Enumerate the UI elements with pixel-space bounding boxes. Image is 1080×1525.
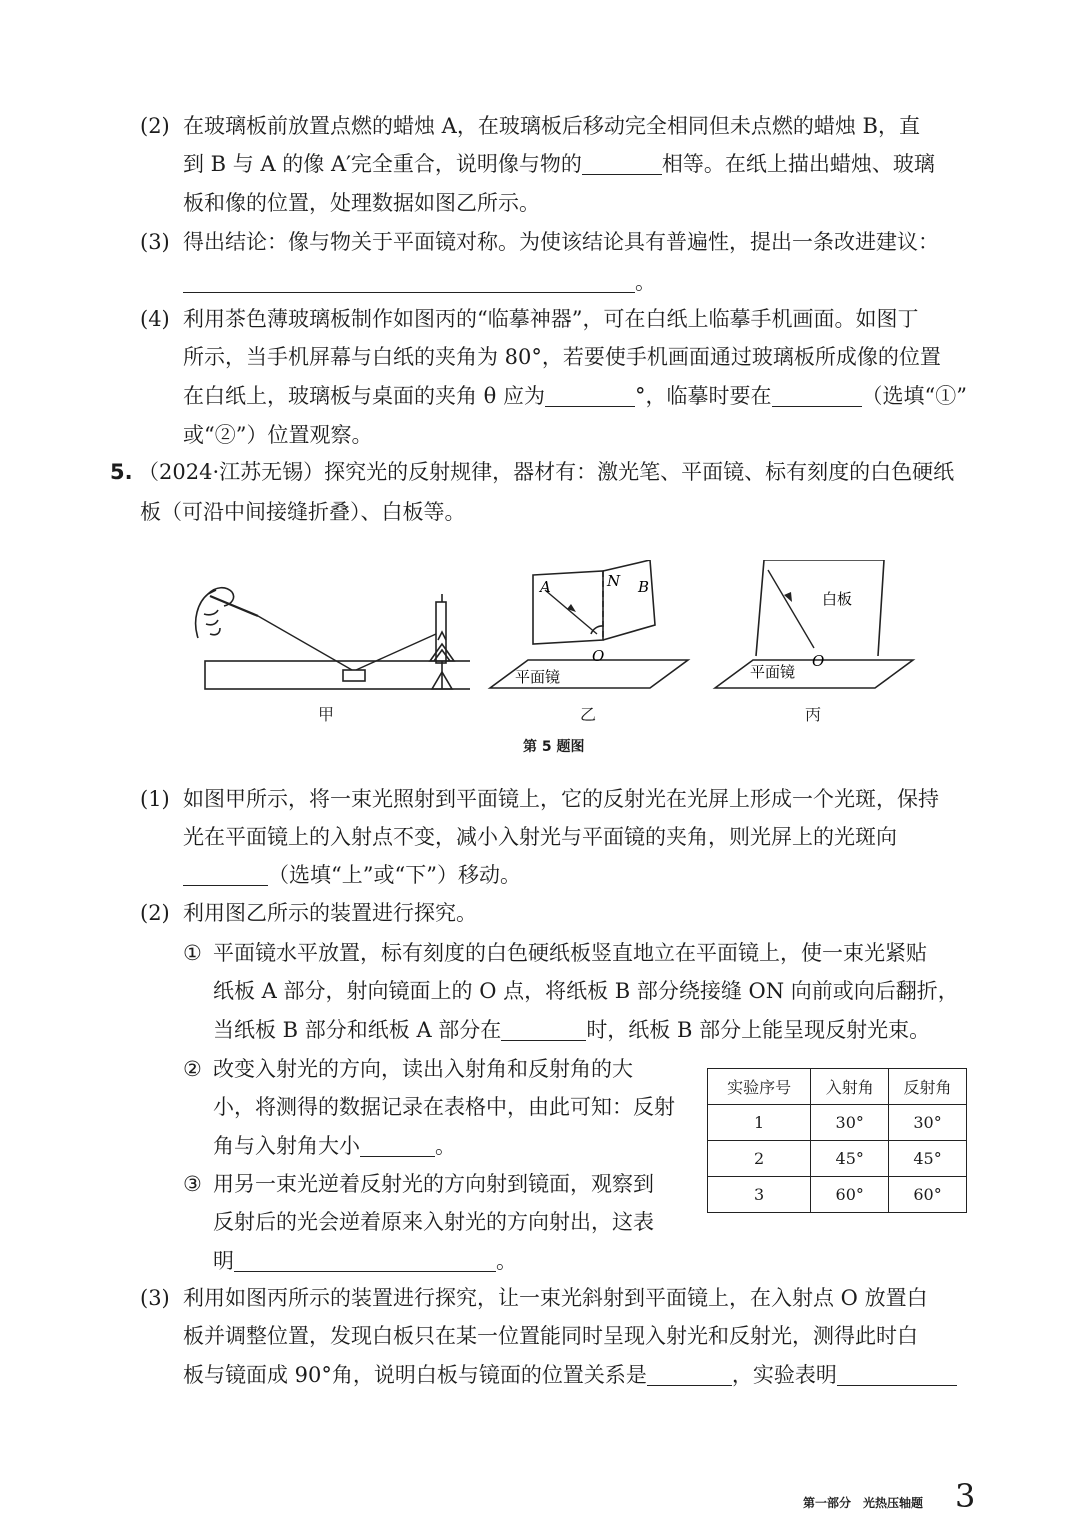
q4-part2-number: (2) bbox=[140, 114, 170, 138]
q5-part3-number: (3) bbox=[140, 1286, 170, 1310]
answer-blank-position[interactable] bbox=[772, 376, 862, 407]
q5-part1-line2: 光在平面镜上的入射点不变，减小入射光与平面镜的夹角，则光屏上的光斑向 bbox=[183, 825, 897, 849]
answer-blank-reversibility[interactable] bbox=[234, 1241, 496, 1272]
q4-part4-number: (4) bbox=[140, 307, 170, 331]
q4-part2-line1: 在玻璃板前放置点燃的蜡烛 A，在玻璃板后移动完全相同但未点燃的蜡烛 B，直 bbox=[183, 114, 920, 138]
answer-blank-spot-direction[interactable] bbox=[183, 855, 268, 886]
data-table bbox=[707, 1068, 967, 1213]
q5-part3-line3: 板与镜面成 90°角，说明白板与镜面的位置关系是 ，实验表明 bbox=[183, 1353, 957, 1398]
answer-blank-perpendicular[interactable] bbox=[647, 1355, 732, 1386]
white-board bbox=[756, 560, 884, 656]
label-o: O bbox=[592, 647, 605, 665]
answer-blank-conclusion[interactable] bbox=[837, 1355, 957, 1386]
incident-ray bbox=[258, 616, 352, 670]
table-header-row bbox=[708, 1069, 967, 1105]
ray-arrow bbox=[567, 604, 576, 612]
q5-stem-line1: （2024·江苏无锡）探究光的反射规律，器材有：激光笔、平面镜、标有刻度的白色硬纸 bbox=[138, 460, 955, 484]
q4-part4-line4: 或“②”）位置观察。 bbox=[183, 423, 373, 447]
figure-jia-label: 甲 bbox=[318, 705, 335, 724]
q5-part2-line1: 利用图乙所示的装置进行探究。 bbox=[183, 901, 477, 925]
q5-part2-number: (2) bbox=[140, 901, 170, 925]
table-row: 2 45° 45° bbox=[708, 1141, 967, 1177]
q5-part3-line1: 利用如图丙所示的装置进行探究，让一束光斜射到平面镜上，在入射点 O 放置白 bbox=[183, 1286, 928, 1310]
page-number: 3 bbox=[955, 1477, 976, 1515]
q4-part3-line2: 。 bbox=[183, 260, 656, 305]
answer-blank-angle-relation[interactable] bbox=[360, 1126, 435, 1157]
table-row: 3 60° 60° bbox=[708, 1177, 967, 1213]
figure-caption: 第 5 题图 bbox=[523, 739, 585, 755]
label-o: O bbox=[812, 652, 825, 670]
q4-part4-line1: 利用茶色薄玻璃板制作如图丙的“临摹神器”，可在白纸上临摹手机画面。如图丁 bbox=[183, 307, 919, 331]
footer-section: 第一部分 光热压轴题 bbox=[803, 1496, 924, 1510]
table-header: 实验序号 bbox=[708, 1069, 811, 1105]
reflected-ray bbox=[356, 634, 436, 670]
base-board bbox=[205, 661, 470, 689]
q5-stem-line2: 板（可沿中间接缝折叠）、白板等。 bbox=[140, 500, 466, 524]
label-whiteboard: 白板 bbox=[822, 590, 853, 608]
label-a: A bbox=[540, 578, 551, 596]
mirror bbox=[343, 670, 365, 681]
q4-part4-line3: 在白纸上，玻璃板与桌面的夹角 θ 应为 °，临摹时要在 （选填“①” bbox=[183, 374, 967, 419]
item3-mark: ③ bbox=[183, 1172, 202, 1196]
item1-mark: ① bbox=[183, 941, 202, 965]
q4-part2-line2: 到 B 与 A 的像 A′完全重合，说明像与物的 相等。在纸上描出蜡烛、玻璃 bbox=[183, 142, 935, 187]
figure-bing bbox=[710, 560, 920, 695]
figure-jia bbox=[180, 580, 470, 695]
answer-blank-suggestion[interactable] bbox=[183, 262, 635, 293]
q4-part3-line1: 得出结论：像与物关于平面镜对称。为使该结论具有普遍性，提出一条改进建议： bbox=[183, 230, 939, 254]
table-header: 入射角 bbox=[811, 1069, 889, 1105]
label-plane-mirror: 平面镜 bbox=[515, 668, 561, 686]
table-header: 反射角 bbox=[889, 1069, 967, 1105]
figure-yi bbox=[485, 560, 695, 695]
q4-part4-line2: 所示，当手机屏幕与白纸的夹角为 80°，若要使手机画面通过玻璃板所成像的位置 bbox=[183, 345, 941, 369]
table-row: 1 30° 30° bbox=[708, 1105, 967, 1141]
label-b: B bbox=[638, 578, 650, 596]
q4-part3-number: (3) bbox=[140, 230, 170, 254]
label-plane-mirror: 平面镜 bbox=[750, 663, 796, 681]
incident-ray bbox=[545, 590, 597, 634]
answer-blank-angle-theta[interactable] bbox=[545, 376, 635, 407]
figure-bing-label: 丙 bbox=[805, 705, 822, 724]
q5-part3-line2: 板并调整位置，发现白板只在某一位置能同时呈现入射光和反射光，测得此时白 bbox=[183, 1324, 918, 1348]
answer-blank-same-plane[interactable] bbox=[501, 1010, 586, 1041]
item2-mark: ② bbox=[183, 1057, 202, 1081]
q5-part1-line1: 如图甲所示，将一束光照射到平面镜上，它的反射光在光屏上形成一个光斑，保持 bbox=[183, 787, 939, 811]
figure-yi-label: 乙 bbox=[580, 705, 597, 724]
label-n: N bbox=[607, 572, 621, 590]
q5-part1-line3: （选填“上”或“下”）移动。 bbox=[183, 853, 521, 898]
q5-number: 5. bbox=[110, 460, 133, 484]
q5-part1-number: (1) bbox=[140, 787, 170, 811]
q4-part2-line3: 板和像的位置，处理数据如图乙所示。 bbox=[183, 191, 540, 215]
answer-blank-image-size[interactable] bbox=[582, 144, 662, 175]
incident-ray bbox=[768, 570, 814, 648]
